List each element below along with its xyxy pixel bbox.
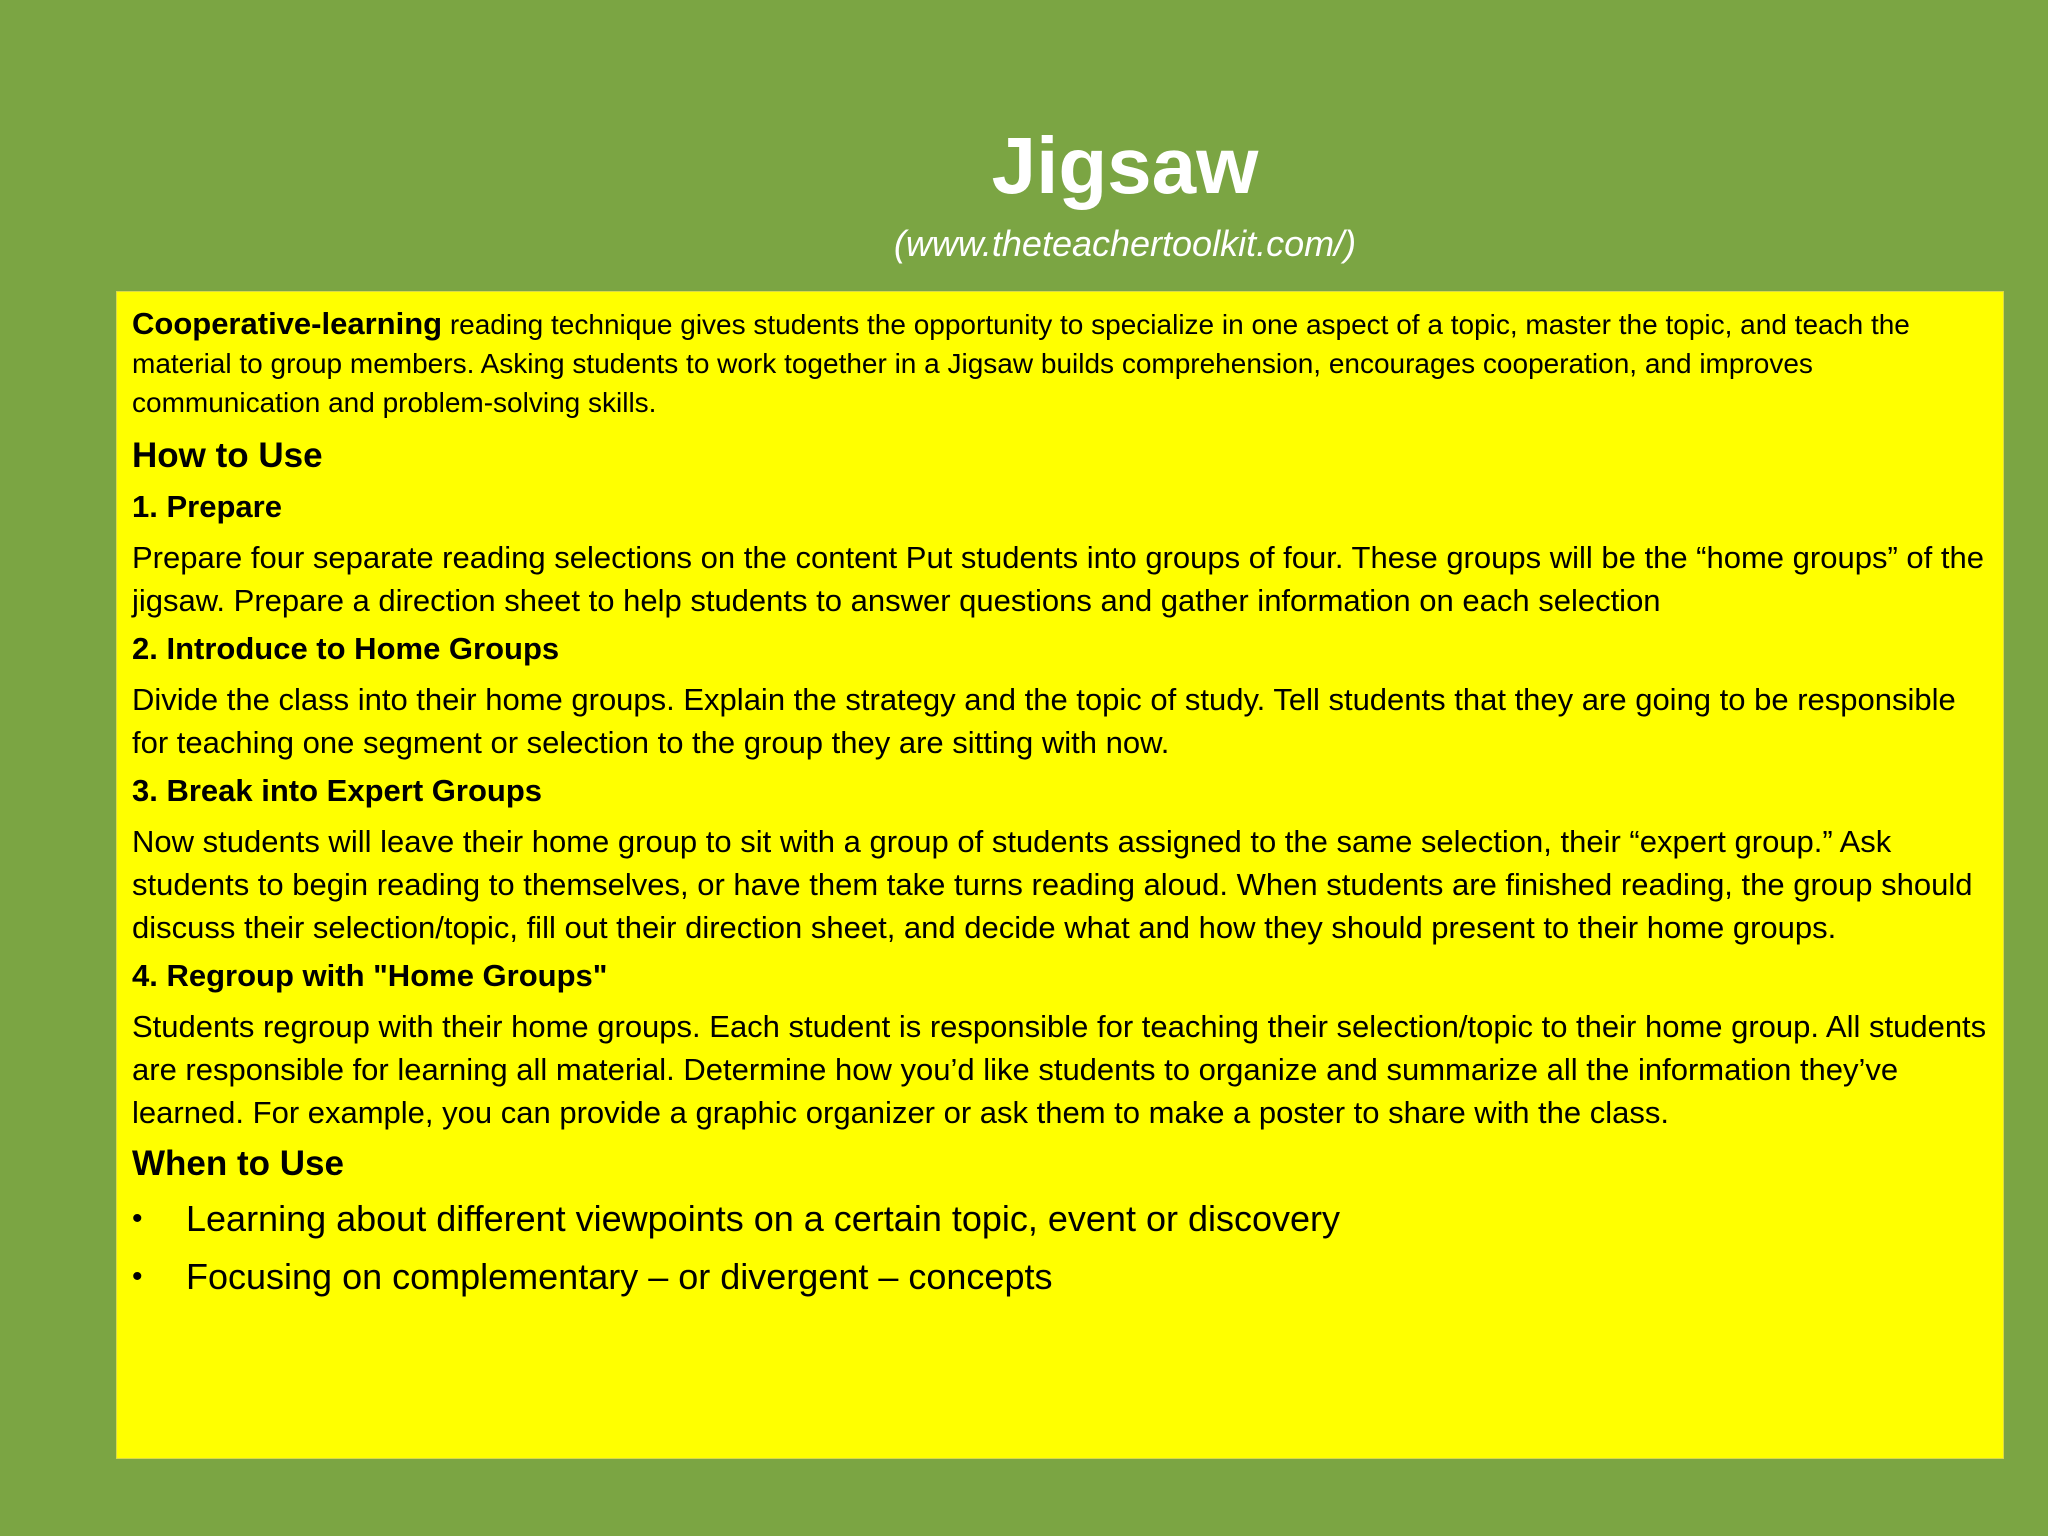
step-4-text: Students regroup with their home groups. Each student is responsible for teaching their selection/topic to their home group. All students are responsible for learning all material. Determine how you’d like students to organize and summarize all the information they’ve learned. For example, you can provide a graphic organizer or ask them to make a poster to share with the class. [132, 1009, 1987, 1130]
bullet-icon: • [132, 1202, 143, 1235]
when-to-use-list [132, 1194, 1989, 1302]
step-1-text: Prepare four separate reading selections on the content Put students into groups of four. These groups will be the “home groups” of the jigsaw. Prepare a direction sheet to help students to answer questions and gather information on each selection [132, 540, 1984, 618]
list-item-text: Focusing on complementary – or divergent – concepts [186, 1256, 1053, 1297]
bullet-icon: • [132, 1260, 143, 1293]
step-3-heading: 3. Break into Expert Groups [132, 773, 542, 808]
step-2-text: Divide the class into their home groups. Explain the strategy and the topic of study. Tell students that they are going to be responsible for teaching one segment or selection to the group they are sitting with now. [132, 682, 1956, 760]
step-4-heading: 4. Regroup with "Home Groups" [132, 958, 608, 993]
step-3-text: Now students will leave their home group to sit with a group of students assigned to the same selection, their “expert group.” Ask students to begin reading to themselves, or have them take turns reading aloud. When students are finished reading, the group should discuss their selection/topic, fill out their direction sheet, and decide what and how they should present to their home groups. [132, 824, 1973, 945]
list-item [132, 1194, 1989, 1244]
step-1-heading: 1. Prepare [132, 489, 282, 524]
intro-paragraph [132, 304, 1989, 422]
slide-subtitle: (www.theteachertoolkit.com/) [893, 223, 1357, 264]
when-to-use-heading: When to Use [132, 1144, 344, 1183]
step-2-heading: 2. Introduce to Home Groups [132, 631, 560, 666]
intro-bold-term: Cooperative-learning [132, 306, 443, 341]
list-item [132, 1252, 1989, 1302]
intro-text: reading technique gives students the opportunity to specialize in one aspect of a topic, master the topic, and teach the material to group members. Asking students to work together in a Jigsaw builds comprehension, encourages cooperation, and improves communication and problem-solving skills. [132, 309, 1910, 418]
list-item-text: Learning about different viewpoints on a certain topic, event or discovery [186, 1198, 1341, 1239]
slide-title: Jigsaw [991, 121, 1259, 210]
content-box [116, 291, 2004, 1459]
how-to-use-heading: How to Use [132, 436, 323, 475]
